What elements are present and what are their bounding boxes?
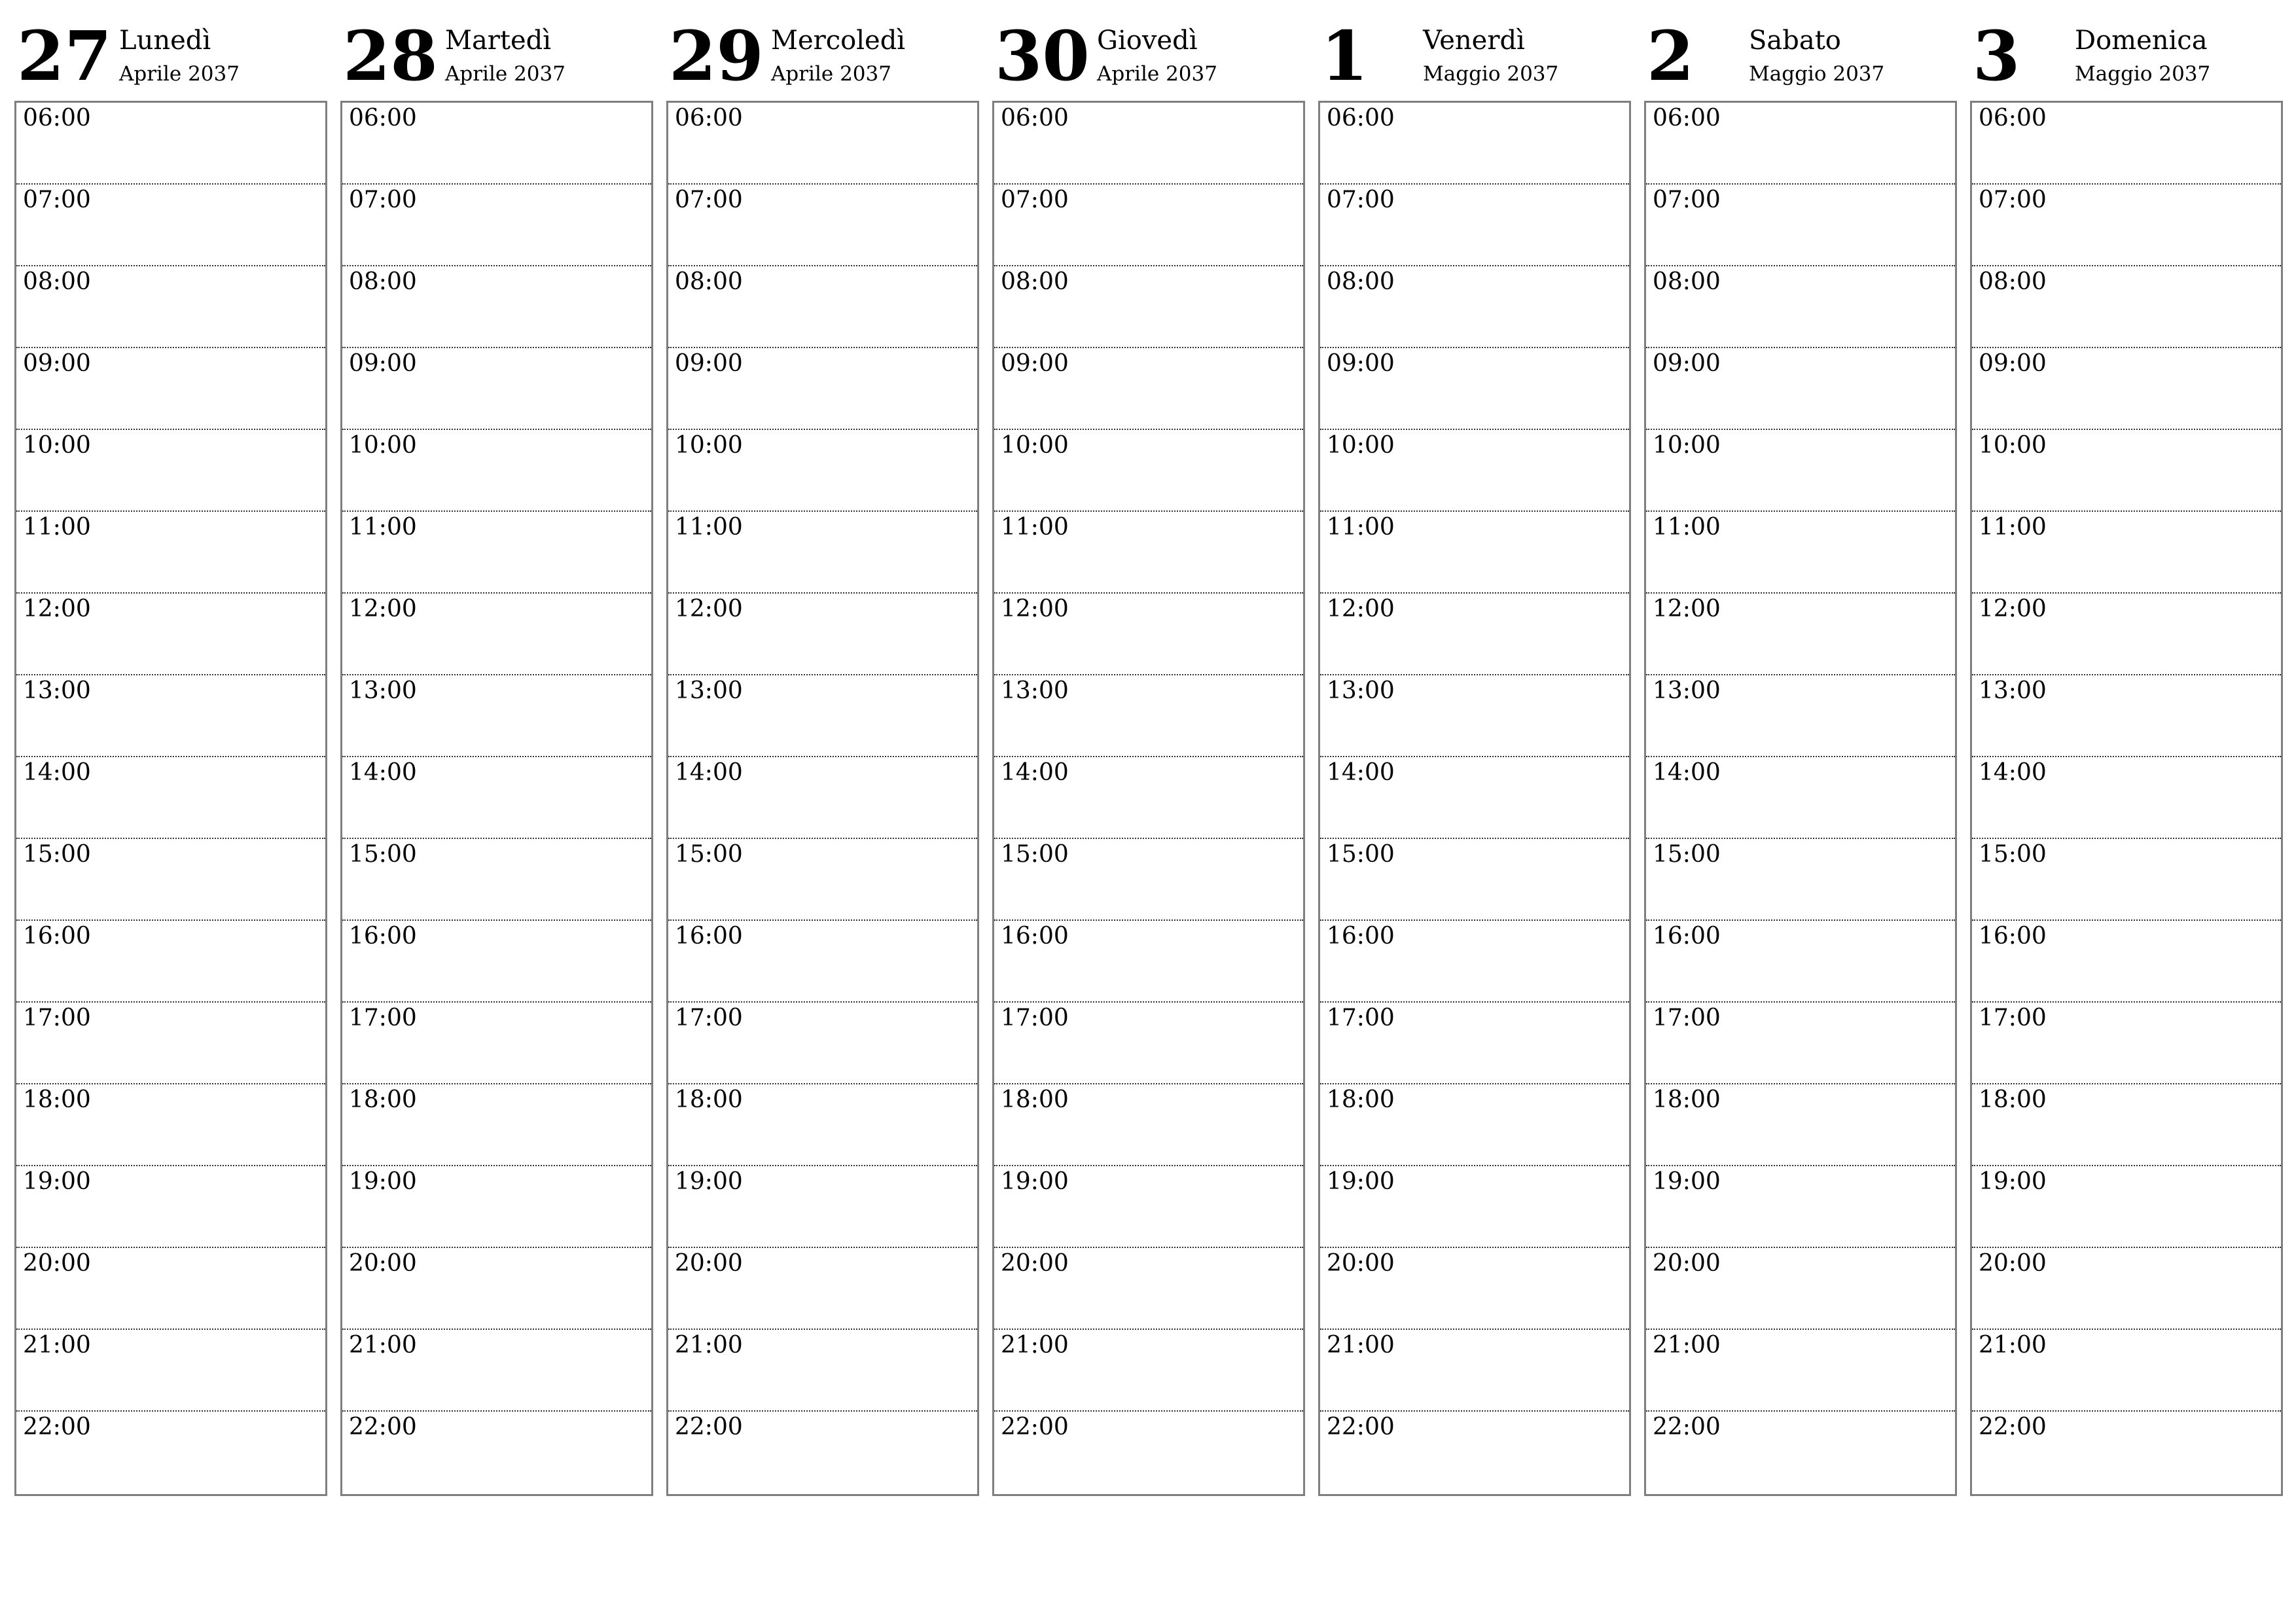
hour-label: 14:00 — [349, 759, 417, 786]
hour-slot[interactable] — [1972, 1084, 2281, 1166]
hour-slot[interactable] — [1646, 266, 1955, 348]
hour-slot[interactable] — [342, 1412, 651, 1493]
hour-slot[interactable] — [668, 266, 977, 348]
day-name: Venerdì — [1423, 26, 1525, 56]
hour-label: 19:00 — [1001, 1168, 1069, 1195]
hour-label: 13:00 — [349, 677, 417, 704]
hour-label: 12:00 — [675, 596, 743, 622]
hour-slot[interactable] — [1646, 1084, 1955, 1166]
hour-label: 10:00 — [1001, 432, 1069, 459]
hour-slot[interactable] — [1972, 430, 2281, 512]
hour-slot[interactable] — [1972, 594, 2281, 675]
hour-label: 18:00 — [1327, 1086, 1395, 1113]
hour-label: 08:00 — [1001, 268, 1069, 295]
day-schedule-box — [1644, 101, 1957, 1496]
day-number: 3 — [1973, 16, 2020, 96]
hour-slot[interactable] — [1646, 1412, 1955, 1493]
day-number: 29 — [669, 16, 764, 96]
hour-label: 08:00 — [675, 268, 743, 295]
hour-slot[interactable] — [1972, 1248, 2281, 1330]
hour-label: 07:00 — [1001, 187, 1069, 213]
day-header — [1970, 17, 2282, 101]
hour-slot[interactable] — [668, 103, 977, 185]
hour-slot[interactable] — [16, 1412, 325, 1493]
hour-label: 07:00 — [1327, 187, 1395, 213]
hour-slot[interactable] — [16, 675, 325, 757]
hour-label: 20:00 — [1327, 1250, 1395, 1277]
hour-label: 18:00 — [1001, 1086, 1069, 1113]
hour-slot[interactable] — [16, 1084, 325, 1166]
hour-label: 17:00 — [1653, 1005, 1721, 1031]
hour-slot[interactable] — [1646, 430, 1955, 512]
hour-label: 10:00 — [349, 432, 417, 459]
hour-slot[interactable] — [16, 839, 325, 921]
hour-slot[interactable] — [1646, 512, 1955, 594]
hour-slot[interactable] — [1972, 675, 2281, 757]
hour-label: 13:00 — [675, 677, 743, 704]
hour-label: 14:00 — [1001, 759, 1069, 786]
hour-label: 18:00 — [1979, 1086, 2047, 1113]
hour-slot[interactable] — [1320, 1330, 1629, 1412]
day-column-6 — [1970, 17, 2282, 1496]
hour-slot[interactable] — [1972, 757, 2281, 839]
hour-slot[interactable] — [668, 675, 977, 757]
hour-label: 21:00 — [349, 1332, 417, 1359]
hour-slot[interactable] — [994, 430, 1303, 512]
hour-slot[interactable] — [16, 1003, 325, 1084]
hour-slot[interactable] — [342, 103, 651, 185]
hour-slot[interactable] — [1646, 839, 1955, 921]
hour-slot[interactable] — [1320, 921, 1629, 1003]
hour-slot[interactable] — [16, 185, 325, 266]
day-name: Sabato — [1749, 26, 1841, 56]
hour-label: 11:00 — [1001, 514, 1069, 541]
day-name: Lunedì — [119, 26, 211, 56]
hour-slot[interactable] — [16, 266, 325, 348]
hour-label: 15:00 — [1001, 841, 1069, 868]
hour-slot[interactable] — [342, 266, 651, 348]
hour-slot[interactable] — [994, 266, 1303, 348]
hour-label: 09:00 — [1979, 350, 2047, 377]
hour-slot[interactable] — [342, 839, 651, 921]
hour-label: 14:00 — [1653, 759, 1721, 786]
hour-label: 06:00 — [1001, 105, 1069, 132]
hour-slot[interactable] — [1972, 185, 2281, 266]
hour-slot[interactable] — [994, 1003, 1303, 1084]
hour-label: 18:00 — [349, 1086, 417, 1113]
hour-slot[interactable] — [1320, 266, 1629, 348]
hour-label: 06:00 — [1327, 105, 1395, 132]
hour-label: 12:00 — [1979, 596, 2047, 622]
hour-slot[interactable] — [1972, 921, 2281, 1003]
hour-slot[interactable] — [1320, 185, 1629, 266]
hour-slot[interactable] — [342, 1330, 651, 1412]
hour-slot[interactable] — [1972, 103, 2281, 185]
hour-label: 15:00 — [349, 841, 417, 868]
hour-label: 15:00 — [1653, 841, 1721, 868]
day-header — [14, 17, 326, 101]
hour-label: 10:00 — [1653, 432, 1721, 459]
hour-label: 13:00 — [1001, 677, 1069, 704]
hour-slot[interactable] — [1646, 1330, 1955, 1412]
hour-label: 12:00 — [1653, 596, 1721, 622]
hour-slot[interactable] — [1646, 185, 1955, 266]
hour-slot[interactable] — [1972, 1003, 2281, 1084]
hour-label: 11:00 — [675, 514, 743, 541]
hour-slot[interactable] — [668, 839, 977, 921]
hour-slot[interactable] — [994, 1330, 1303, 1412]
hour-slot[interactable] — [994, 839, 1303, 921]
hour-label: 13:00 — [1653, 677, 1721, 704]
hour-label: 16:00 — [1327, 923, 1395, 950]
hour-slot[interactable] — [16, 103, 325, 185]
day-header — [340, 17, 652, 101]
day-name: Giovedì — [1097, 26, 1198, 56]
hour-label: 06:00 — [675, 105, 743, 132]
hour-label: 06:00 — [23, 105, 91, 132]
hour-label: 08:00 — [1979, 268, 2047, 295]
hour-label: 22:00 — [349, 1414, 417, 1440]
hour-label: 22:00 — [1001, 1414, 1069, 1440]
hour-label: 10:00 — [1979, 432, 2047, 459]
hour-label: 19:00 — [1653, 1168, 1721, 1195]
hour-label: 13:00 — [1327, 677, 1395, 704]
hour-label: 13:00 — [1979, 677, 2047, 704]
hour-slot[interactable] — [342, 512, 651, 594]
hour-slot[interactable] — [16, 1330, 325, 1412]
day-header — [1644, 17, 1956, 101]
hour-label: 17:00 — [675, 1005, 743, 1031]
hour-slot[interactable] — [668, 430, 977, 512]
hour-label: 14:00 — [1979, 759, 2047, 786]
hour-slot[interactable] — [668, 1166, 977, 1248]
hour-label: 20:00 — [23, 1250, 91, 1277]
hour-slot[interactable] — [1320, 103, 1629, 185]
hour-label: 16:00 — [23, 923, 91, 950]
hour-label: 17:00 — [349, 1005, 417, 1031]
hour-slot[interactable] — [342, 1003, 651, 1084]
hour-slot[interactable] — [1320, 1248, 1629, 1330]
hour-slot[interactable] — [668, 1330, 977, 1412]
hour-label: 21:00 — [1653, 1332, 1721, 1359]
hour-label: 12:00 — [349, 596, 417, 622]
hour-label: 17:00 — [1001, 1005, 1069, 1031]
hour-label: 22:00 — [1653, 1414, 1721, 1440]
hour-label: 11:00 — [1979, 514, 2047, 541]
hour-slot[interactable] — [668, 1003, 977, 1084]
hour-label: 20:00 — [1001, 1250, 1069, 1277]
hour-label: 19:00 — [675, 1168, 743, 1195]
hour-label: 20:00 — [675, 1250, 743, 1277]
day-column-3 — [992, 17, 1304, 1496]
hour-slot[interactable] — [668, 185, 977, 266]
hour-label: 07:00 — [349, 187, 417, 213]
day-header — [992, 17, 1304, 101]
hour-label: 08:00 — [1327, 268, 1395, 295]
hour-label: 09:00 — [675, 350, 743, 377]
hour-label: 19:00 — [349, 1168, 417, 1195]
hour-label: 12:00 — [1001, 596, 1069, 622]
hour-label: 14:00 — [675, 759, 743, 786]
day-number: 2 — [1647, 16, 1695, 96]
hour-label: 21:00 — [1979, 1332, 2047, 1359]
hour-label: 09:00 — [1653, 350, 1721, 377]
day-header — [1318, 17, 1630, 101]
day-column-1 — [340, 17, 652, 1496]
hour-label: 06:00 — [1979, 105, 2047, 132]
hour-slot[interactable] — [342, 921, 651, 1003]
hour-label: 21:00 — [675, 1332, 743, 1359]
day-number: 1 — [1321, 16, 1369, 96]
hour-label: 09:00 — [23, 350, 91, 377]
hour-label: 16:00 — [1001, 923, 1069, 950]
hour-slot[interactable] — [1320, 1166, 1629, 1248]
hour-slot[interactable] — [1972, 266, 2281, 348]
hour-label: 20:00 — [1979, 1250, 2047, 1277]
hour-slot[interactable] — [1646, 1248, 1955, 1330]
hour-label: 18:00 — [23, 1086, 91, 1113]
hour-slot[interactable] — [994, 512, 1303, 594]
hour-slot[interactable] — [1646, 757, 1955, 839]
hour-label: 09:00 — [1327, 350, 1395, 377]
hour-slot[interactable] — [342, 1248, 651, 1330]
day-schedule-box — [14, 101, 327, 1496]
hour-slot[interactable] — [994, 103, 1303, 185]
hour-slot[interactable] — [1972, 1330, 2281, 1412]
hour-label: 16:00 — [675, 923, 743, 950]
hour-slot[interactable] — [668, 1084, 977, 1166]
hour-label: 07:00 — [23, 187, 91, 213]
hour-slot[interactable] — [994, 185, 1303, 266]
hour-label: 14:00 — [1327, 759, 1395, 786]
hour-slot[interactable] — [16, 1248, 325, 1330]
hour-slot[interactable] — [16, 512, 325, 594]
hour-slot[interactable] — [1646, 921, 1955, 1003]
day-month: Aprile 2037 — [1097, 62, 1217, 86]
hour-label: 08:00 — [23, 268, 91, 295]
hour-slot[interactable] — [668, 921, 977, 1003]
day-number: 30 — [995, 16, 1090, 96]
hour-label: 17:00 — [1327, 1005, 1395, 1031]
hour-slot[interactable] — [1320, 430, 1629, 512]
hour-label: 12:00 — [23, 596, 91, 622]
hour-slot[interactable] — [16, 594, 325, 675]
hour-label: 16:00 — [1979, 923, 2047, 950]
hour-label: 19:00 — [23, 1168, 91, 1195]
hour-slot[interactable] — [668, 757, 977, 839]
hour-slot[interactable] — [1646, 594, 1955, 675]
day-month: Aprile 2037 — [771, 62, 891, 86]
hour-label: 06:00 — [349, 105, 417, 132]
hour-slot[interactable] — [1320, 757, 1629, 839]
hour-slot[interactable] — [342, 1084, 651, 1166]
hour-label: 19:00 — [1979, 1168, 2047, 1195]
hour-slot[interactable] — [668, 348, 977, 430]
day-column-5 — [1644, 17, 1956, 1496]
hour-slot[interactable] — [16, 921, 325, 1003]
hour-slot[interactable] — [1972, 348, 2281, 430]
hour-label: 21:00 — [1327, 1332, 1395, 1359]
hour-label: 12:00 — [1327, 596, 1395, 622]
hour-slot[interactable] — [1646, 1166, 1955, 1248]
hour-slot[interactable] — [1320, 1412, 1629, 1493]
hour-slot[interactable] — [16, 757, 325, 839]
hour-slot[interactable] — [1320, 348, 1629, 430]
hour-label: 09:00 — [349, 350, 417, 377]
hour-label: 13:00 — [23, 677, 91, 704]
day-number: 27 — [17, 16, 112, 96]
hour-label: 16:00 — [349, 923, 417, 950]
hour-slot[interactable] — [994, 675, 1303, 757]
hour-label: 22:00 — [1979, 1414, 2047, 1440]
day-name: Domenica — [2075, 26, 2208, 56]
hour-label: 19:00 — [1327, 1168, 1395, 1195]
hour-slot[interactable] — [1320, 675, 1629, 757]
day-month: Aprile 2037 — [119, 62, 240, 86]
day-name: Martedì — [445, 26, 552, 56]
hour-label: 17:00 — [23, 1005, 91, 1031]
weekly-planner — [14, 17, 2282, 1496]
hour-slot[interactable] — [1320, 594, 1629, 675]
hour-label: 10:00 — [675, 432, 743, 459]
hour-slot[interactable] — [1646, 675, 1955, 757]
hour-slot[interactable] — [342, 757, 651, 839]
hour-slot[interactable] — [342, 348, 651, 430]
hour-label: 15:00 — [675, 841, 743, 868]
hour-label: 11:00 — [1653, 514, 1721, 541]
hour-slot[interactable] — [1320, 839, 1629, 921]
hour-slot[interactable] — [668, 1412, 977, 1493]
day-schedule-box — [992, 101, 1305, 1496]
hour-label: 21:00 — [1001, 1332, 1069, 1359]
hour-slot[interactable] — [1320, 1003, 1629, 1084]
hour-label: 10:00 — [1327, 432, 1395, 459]
hour-slot[interactable] — [994, 594, 1303, 675]
hour-label: 22:00 — [1327, 1414, 1395, 1440]
hour-slot[interactable] — [994, 1248, 1303, 1330]
hour-label: 15:00 — [23, 841, 91, 868]
day-schedule-box — [1970, 101, 2283, 1496]
hour-label: 06:00 — [1653, 105, 1721, 132]
day-month: Maggio 2037 — [1749, 62, 1885, 86]
hour-slot[interactable] — [994, 921, 1303, 1003]
day-name: Mercoledì — [771, 26, 906, 56]
hour-slot[interactable] — [1972, 839, 2281, 921]
hour-label: 11:00 — [349, 514, 417, 541]
day-column-2 — [666, 17, 978, 1496]
hour-label: 15:00 — [1327, 841, 1395, 868]
hour-slot[interactable] — [1646, 1003, 1955, 1084]
hour-slot[interactable] — [994, 348, 1303, 430]
hour-slot[interactable] — [994, 1166, 1303, 1248]
hour-slot[interactable] — [994, 1412, 1303, 1493]
hour-slot[interactable] — [16, 430, 325, 512]
hour-slot[interactable] — [1972, 1412, 2281, 1493]
hour-label: 08:00 — [349, 268, 417, 295]
hour-label: 10:00 — [23, 432, 91, 459]
day-column-0 — [14, 17, 326, 1496]
hour-slot[interactable] — [1972, 512, 2281, 594]
hour-label: 07:00 — [675, 187, 743, 213]
hour-slot[interactable] — [342, 594, 651, 675]
hour-label: 07:00 — [1653, 187, 1721, 213]
hour-slot[interactable] — [994, 757, 1303, 839]
hour-label: 11:00 — [23, 514, 91, 541]
hour-slot[interactable] — [16, 348, 325, 430]
hour-label: 22:00 — [675, 1414, 743, 1440]
hour-slot[interactable] — [342, 675, 651, 757]
hour-slot[interactable] — [1320, 512, 1629, 594]
hour-label: 20:00 — [349, 1250, 417, 1277]
hour-label: 18:00 — [675, 1086, 743, 1113]
day-header — [666, 17, 978, 101]
day-schedule-box — [666, 101, 979, 1496]
hour-slot[interactable] — [1646, 348, 1955, 430]
hour-label: 08:00 — [1653, 268, 1721, 295]
hour-slot[interactable] — [1320, 1084, 1629, 1166]
hour-label: 22:00 — [23, 1414, 91, 1440]
day-month: Aprile 2037 — [445, 62, 565, 86]
hour-label: 21:00 — [23, 1332, 91, 1359]
hour-slot[interactable] — [994, 1084, 1303, 1166]
hour-label: 16:00 — [1653, 923, 1721, 950]
hour-label: 09:00 — [1001, 350, 1069, 377]
hour-label: 11:00 — [1327, 514, 1395, 541]
hour-slot[interactable] — [1646, 103, 1955, 185]
hour-slot[interactable] — [342, 430, 651, 512]
hour-slot[interactable] — [668, 1248, 977, 1330]
hour-label: 20:00 — [1653, 1250, 1721, 1277]
hour-label: 17:00 — [1979, 1005, 2047, 1031]
hour-label: 15:00 — [1979, 841, 2047, 868]
day-month: Maggio 2037 — [2075, 62, 2211, 86]
day-column-4 — [1318, 17, 1630, 1496]
hour-slot[interactable] — [342, 185, 651, 266]
hour-slot[interactable] — [16, 1166, 325, 1248]
hour-slot[interactable] — [1972, 1166, 2281, 1248]
hour-label: 07:00 — [1979, 187, 2047, 213]
day-schedule-box — [340, 101, 653, 1496]
hour-slot[interactable] — [668, 594, 977, 675]
hour-label: 14:00 — [23, 759, 91, 786]
hour-slot[interactable] — [668, 512, 977, 594]
day-month: Maggio 2037 — [1423, 62, 1559, 86]
hour-slot[interactable] — [342, 1166, 651, 1248]
day-number: 28 — [343, 16, 438, 96]
hour-label: 18:00 — [1653, 1086, 1721, 1113]
day-schedule-box — [1318, 101, 1631, 1496]
